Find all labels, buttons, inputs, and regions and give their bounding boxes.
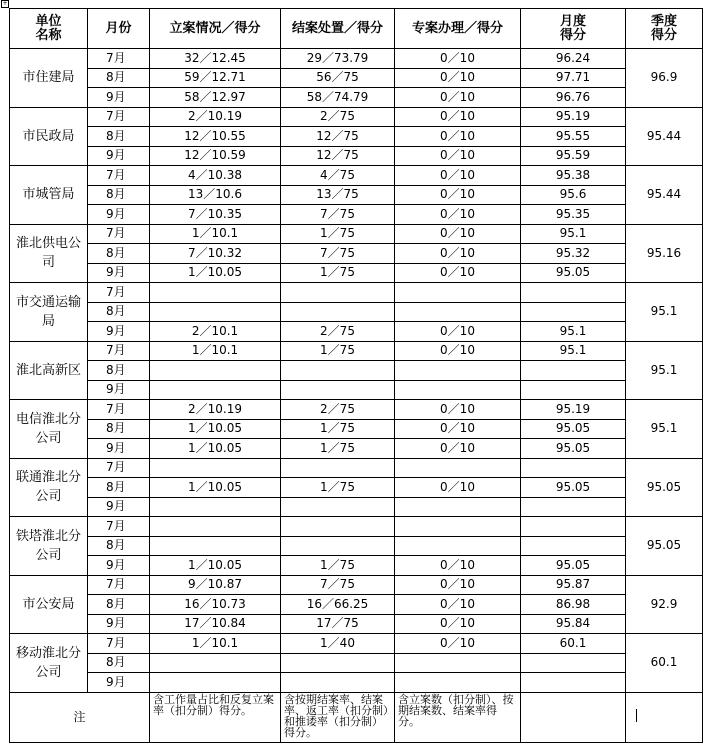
special-cell [395, 361, 521, 381]
table-row [10, 322, 703, 342]
header-unit: 单位名称 [10, 9, 88, 49]
monthly-score-cell: 95.1 [521, 341, 626, 361]
closing-cell [281, 380, 395, 400]
monthly-score-cell: 95.84 [521, 614, 626, 634]
table-row [10, 439, 703, 459]
filing-cell: 9／10.87 [150, 575, 281, 595]
table-row [10, 166, 703, 186]
special-cell: 0／10 [395, 556, 521, 576]
footer-monthly-empty [521, 692, 626, 742]
quarter-score-cell: 95.44 [626, 166, 703, 225]
month-cell: 9月 [88, 205, 150, 225]
closing-cell [281, 302, 395, 322]
month-cell: 9月 [88, 556, 150, 576]
header-closing: 结案处置／得分 [281, 9, 395, 49]
unit-name: 淮北高新区 [10, 341, 88, 400]
filing-cell: 58／12.97 [150, 88, 281, 108]
monthly-score-cell: 95.6 [521, 185, 626, 205]
special-cell: 0／10 [395, 419, 521, 439]
monthly-score-cell: 95.1 [521, 322, 626, 342]
filing-cell: 1／10.1 [150, 634, 281, 654]
month-cell: 8月 [88, 595, 150, 615]
quarter-score-cell: 95.05 [626, 517, 703, 576]
closing-cell: 1／75 [281, 419, 395, 439]
monthly-score-cell [521, 536, 626, 556]
closing-cell: 56／75 [281, 68, 395, 88]
monthly-score-cell: 95.35 [521, 205, 626, 225]
monthly-score-cell [521, 380, 626, 400]
closing-cell: 7／75 [281, 575, 395, 595]
assessment-table [9, 8, 703, 743]
special-cell: 0／10 [395, 263, 521, 283]
closing-cell: 4／75 [281, 166, 395, 186]
month-cell: 9月 [88, 146, 150, 166]
table-body [10, 49, 703, 693]
special-cell: 0／10 [395, 127, 521, 147]
monthly-score-cell [521, 653, 626, 673]
closing-cell: 2／75 [281, 107, 395, 127]
closing-cell [281, 497, 395, 517]
closing-cell: 1／75 [281, 439, 395, 459]
text-cursor [636, 709, 637, 722]
table-row [10, 517, 703, 537]
filing-cell: 1／10.05 [150, 263, 281, 283]
table-row [10, 380, 703, 400]
month-cell: 7月 [88, 575, 150, 595]
closing-cell: 13／75 [281, 185, 395, 205]
quarter-score-cell: 95.16 [626, 224, 703, 283]
monthly-score-cell [521, 497, 626, 517]
quarter-score-cell: 96.9 [626, 49, 703, 108]
month-cell: 8月 [88, 127, 150, 147]
table-row [10, 614, 703, 634]
month-cell: 9月 [88, 263, 150, 283]
table-row [10, 146, 703, 166]
table-row [10, 127, 703, 147]
special-cell: 0／10 [395, 439, 521, 459]
filing-cell: 7／10.32 [150, 244, 281, 264]
special-cell [395, 380, 521, 400]
closing-cell [281, 517, 395, 537]
unit-name: 联通淮北分公司 [10, 458, 88, 517]
header-quarter-score: 季度得分 [626, 9, 703, 49]
table-row [10, 478, 703, 498]
month-cell: 9月 [88, 614, 150, 634]
monthly-score-cell: 96.24 [521, 49, 626, 69]
month-cell: 8月 [88, 185, 150, 205]
filing-cell: 2／10.19 [150, 107, 281, 127]
footer-row [10, 692, 703, 742]
quarter-score-cell: 95.05 [626, 458, 703, 517]
month-cell: 7月 [88, 458, 150, 478]
monthly-score-cell: 95.1 [521, 224, 626, 244]
filing-cell: 13／10.6 [150, 185, 281, 205]
unit-name: 市交通运输局 [10, 283, 88, 342]
monthly-score-cell [521, 458, 626, 478]
month-cell: 7月 [88, 400, 150, 420]
special-cell [395, 497, 521, 517]
closing-cell: 1／75 [281, 341, 395, 361]
special-cell [395, 283, 521, 303]
month-cell: 9月 [88, 497, 150, 517]
filing-cell: 12／10.59 [150, 146, 281, 166]
table-row [10, 49, 703, 69]
table-row [10, 244, 703, 264]
filing-cell: 32／12.45 [150, 49, 281, 69]
unit-name: 市公安局 [10, 575, 88, 634]
filing-cell [150, 302, 281, 322]
special-cell: 0／10 [395, 614, 521, 634]
monthly-score-cell [521, 517, 626, 537]
filing-cell: 1／10.05 [150, 556, 281, 576]
closing-cell: 17／75 [281, 614, 395, 634]
filing-cell: 2／10.19 [150, 400, 281, 420]
filing-cell: 2／10.1 [150, 322, 281, 342]
special-cell: 0／10 [395, 185, 521, 205]
table-row [10, 185, 703, 205]
closing-cell [281, 536, 395, 556]
special-cell: 0／10 [395, 146, 521, 166]
monthly-score-cell: 95.55 [521, 127, 626, 147]
closing-cell: 29／73.79 [281, 49, 395, 69]
month-cell: 9月 [88, 322, 150, 342]
filing-cell: 59／12.71 [150, 68, 281, 88]
closing-note: 含按期结案率、结案率、返工率（扣分制）和推诿率（扣分制）得分。 [281, 692, 395, 742]
table-row [10, 400, 703, 420]
month-cell: 8月 [88, 361, 150, 381]
monthly-score-cell: 95.19 [521, 400, 626, 420]
special-cell [395, 517, 521, 537]
table-row [10, 224, 703, 244]
monthly-score-cell: 95.87 [521, 575, 626, 595]
month-cell: 8月 [88, 68, 150, 88]
month-cell: 9月 [88, 88, 150, 108]
monthly-score-cell [521, 283, 626, 303]
special-cell: 0／10 [395, 68, 521, 88]
filing-cell: 4／10.38 [150, 166, 281, 186]
special-cell: 0／10 [395, 49, 521, 69]
special-cell: 0／10 [395, 634, 521, 654]
special-cell: 0／10 [395, 107, 521, 127]
closing-cell: 1／75 [281, 478, 395, 498]
header-month: 月份 [88, 9, 150, 49]
monthly-score-cell: 95.05 [521, 263, 626, 283]
month-cell: 7月 [88, 634, 150, 654]
monthly-score-cell: 86.98 [521, 595, 626, 615]
month-cell: 8月 [88, 653, 150, 673]
closing-cell [281, 653, 395, 673]
unit-name: 市住建局 [10, 49, 88, 108]
month-cell: 8月 [88, 302, 150, 322]
monthly-score-cell: 95.59 [521, 146, 626, 166]
quarter-score-cell: 95.1 [626, 400, 703, 459]
closing-cell: 2／75 [281, 322, 395, 342]
filing-cell: 1／10.05 [150, 478, 281, 498]
closing-cell [281, 361, 395, 381]
special-cell [395, 458, 521, 478]
filing-cell: 7／10.35 [150, 205, 281, 225]
filing-cell [150, 380, 281, 400]
month-cell: 8月 [88, 244, 150, 264]
quarter-score-cell: 92.9 [626, 575, 703, 634]
month-cell: 7月 [88, 107, 150, 127]
closing-cell: 1／75 [281, 263, 395, 283]
table-row [10, 556, 703, 576]
unit-name: 淮北供电公司 [10, 224, 88, 283]
table-row [10, 302, 703, 322]
month-cell: 7月 [88, 49, 150, 69]
special-cell: 0／10 [395, 400, 521, 420]
closing-cell: 1／40 [281, 634, 395, 654]
month-cell: 8月 [88, 536, 150, 556]
month-cell: 7月 [88, 341, 150, 361]
special-cell [395, 536, 521, 556]
closing-cell: 2／75 [281, 400, 395, 420]
closing-cell: 1／75 [281, 224, 395, 244]
filing-cell [150, 361, 281, 381]
footer-label: 注 [10, 692, 150, 742]
table-row [10, 458, 703, 478]
monthly-score-cell [521, 302, 626, 322]
month-cell: 7月 [88, 517, 150, 537]
filing-cell: 16／10.73 [150, 595, 281, 615]
month-cell: 8月 [88, 478, 150, 498]
special-cell: 0／10 [395, 575, 521, 595]
table-row [10, 283, 703, 303]
month-cell: 9月 [88, 673, 150, 693]
table-row [10, 595, 703, 615]
table-row [10, 361, 703, 381]
table-row [10, 107, 703, 127]
filing-cell [150, 517, 281, 537]
month-cell: 9月 [88, 439, 150, 459]
closing-cell [281, 673, 395, 693]
month-cell: 7月 [88, 166, 150, 186]
unit-name: 电信淮北分公司 [10, 400, 88, 459]
monthly-score-cell: 95.05 [521, 478, 626, 498]
table-row [10, 205, 703, 225]
closing-cell [281, 283, 395, 303]
table-row [10, 575, 703, 595]
monthly-score-cell: 95.19 [521, 107, 626, 127]
special-note: 含立案数（扣分制）、按期结案数、结案率得分。 [395, 692, 521, 742]
filing-cell [150, 536, 281, 556]
filing-note: 含工作量占比和反复立案率（扣分制）得分。 [150, 692, 281, 742]
header-filing: 立案情况／得分 [150, 9, 281, 49]
special-cell [395, 653, 521, 673]
filing-cell: 1／10.05 [150, 419, 281, 439]
special-cell: 0／10 [395, 224, 521, 244]
table-row [10, 536, 703, 556]
quarter-score-cell: 95.44 [626, 107, 703, 166]
monthly-score-cell: 95.32 [521, 244, 626, 264]
filing-cell [150, 673, 281, 693]
quarter-score-cell: 95.1 [626, 283, 703, 342]
special-cell: 0／10 [395, 205, 521, 225]
special-cell [395, 302, 521, 322]
month-cell: 9月 [88, 380, 150, 400]
month-cell: 8月 [88, 419, 150, 439]
closing-cell: 58／74.79 [281, 88, 395, 108]
special-cell: 0／10 [395, 322, 521, 342]
closing-cell: 16／66.25 [281, 595, 395, 615]
unit-name: 铁塔淮北分公司 [10, 517, 88, 576]
special-cell: 0／10 [395, 478, 521, 498]
monthly-score-cell: 95.05 [521, 419, 626, 439]
month-cell: 7月 [88, 283, 150, 303]
special-cell: 0／10 [395, 595, 521, 615]
table-row [10, 68, 703, 88]
table-row [10, 673, 703, 693]
unit-name: 移动淮北分公司 [10, 634, 88, 693]
quarter-score-cell: 95.1 [626, 341, 703, 400]
monthly-score-cell [521, 361, 626, 381]
table-row [10, 497, 703, 517]
unit-name: 市民政局 [10, 107, 88, 166]
monthly-score-cell: 95.05 [521, 556, 626, 576]
filing-cell [150, 458, 281, 478]
filing-cell: 1／10.1 [150, 224, 281, 244]
filing-cell [150, 283, 281, 303]
table-row [10, 263, 703, 283]
filing-cell: 17／10.84 [150, 614, 281, 634]
header-row [10, 9, 703, 49]
quarter-score-cell: 60.1 [626, 634, 703, 693]
monthly-score-cell: 95.05 [521, 439, 626, 459]
footer-quarter-empty[interactable] [626, 692, 703, 742]
table-row [10, 341, 703, 361]
closing-cell: 7／75 [281, 205, 395, 225]
table-row [10, 88, 703, 108]
closing-cell: 12／75 [281, 146, 395, 166]
filing-cell [150, 497, 281, 517]
table-row [10, 419, 703, 439]
closing-cell: 1／75 [281, 556, 395, 576]
special-cell [395, 673, 521, 693]
month-cell: 7月 [88, 224, 150, 244]
table-row [10, 634, 703, 654]
header-monthly-score: 月度得分 [521, 9, 626, 49]
closing-cell: 7／75 [281, 244, 395, 264]
special-cell: 0／10 [395, 88, 521, 108]
header-special: 专案办理／得分 [395, 9, 521, 49]
monthly-score-cell: 97.71 [521, 68, 626, 88]
special-cell: 0／10 [395, 166, 521, 186]
monthly-score-cell: 96.76 [521, 88, 626, 108]
special-cell: 0／10 [395, 244, 521, 264]
monthly-score-cell [521, 673, 626, 693]
table-row [10, 653, 703, 673]
filing-cell: 1／10.05 [150, 439, 281, 459]
special-cell: 0／10 [395, 341, 521, 361]
closing-cell: 12／75 [281, 127, 395, 147]
filing-cell: 1／10.1 [150, 341, 281, 361]
monthly-score-cell: 95.38 [521, 166, 626, 186]
closing-cell [281, 458, 395, 478]
table-anchor-icon[interactable]: + [2, 0, 8, 7]
filing-cell: 12／10.55 [150, 127, 281, 147]
monthly-score-cell: 60.1 [521, 634, 626, 654]
filing-cell [150, 653, 281, 673]
unit-name: 市城管局 [10, 166, 88, 225]
